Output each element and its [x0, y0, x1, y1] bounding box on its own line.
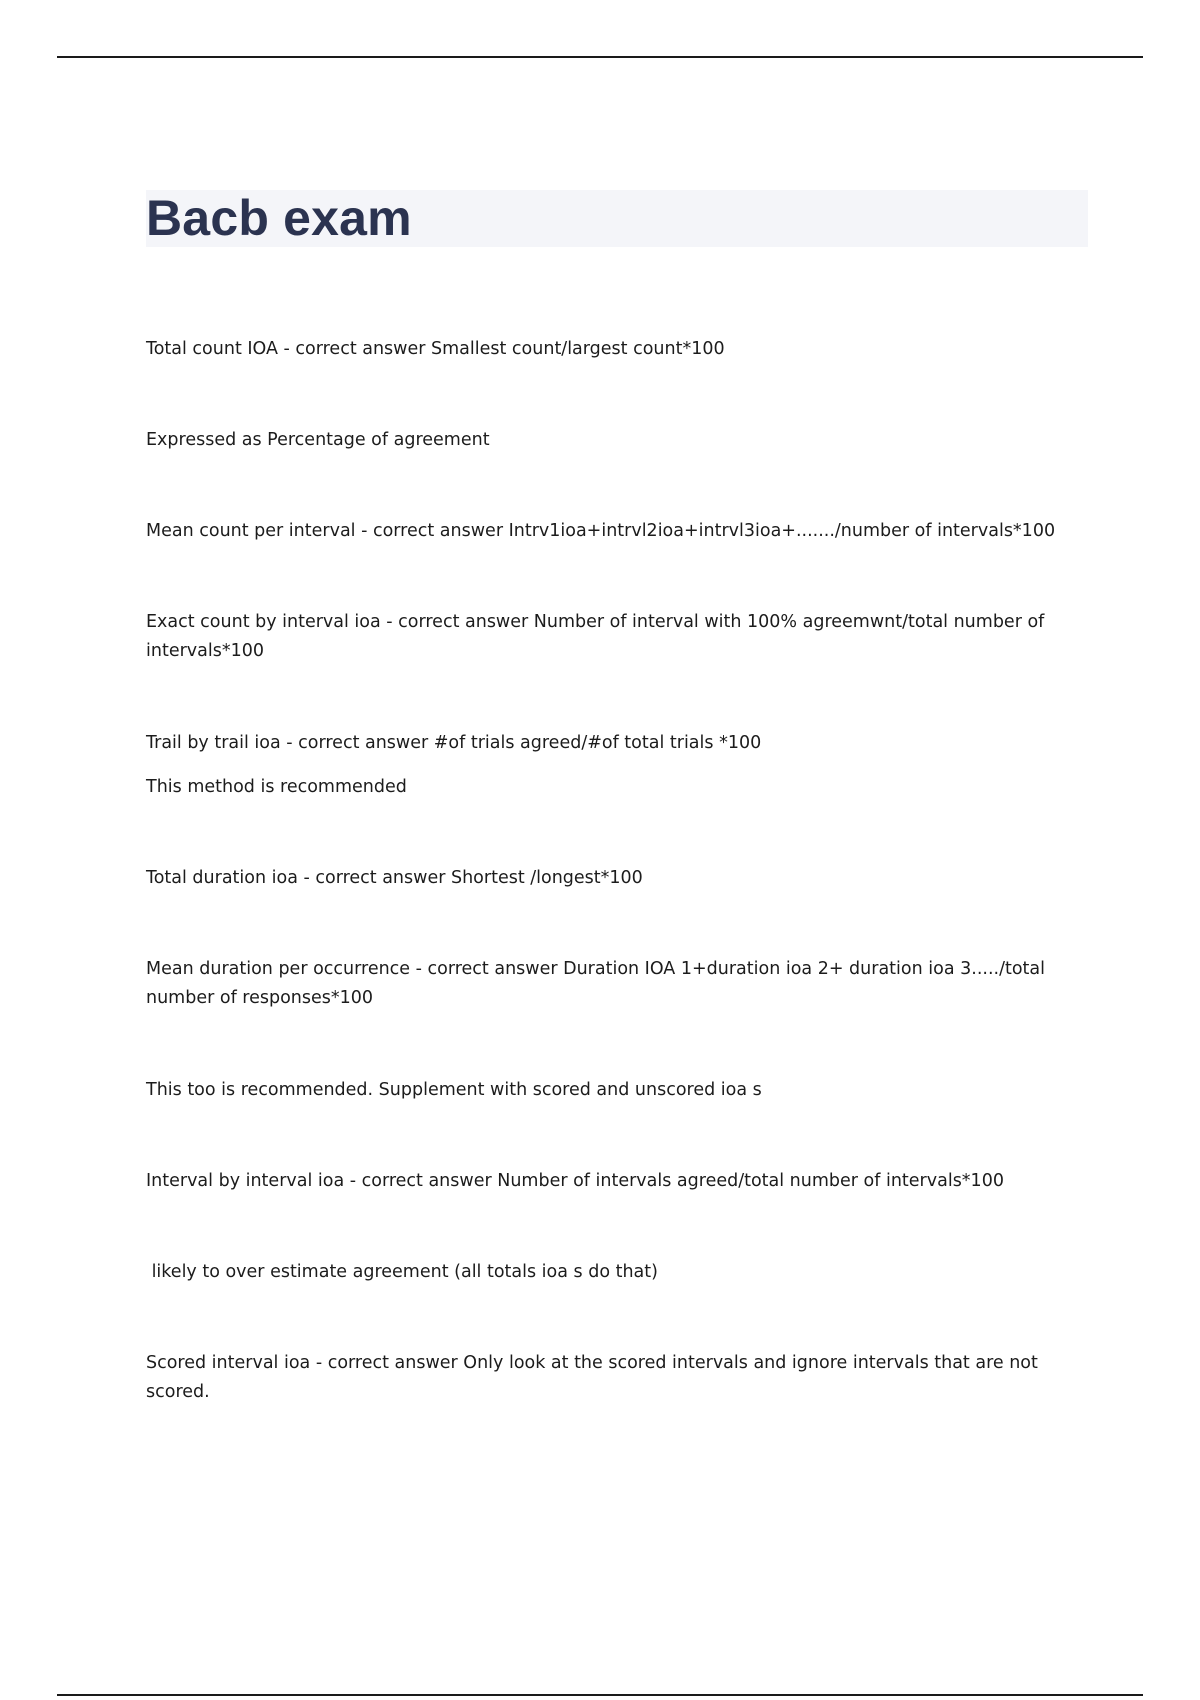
paragraph-mean-count-per-interval: Mean count per interval - correct answer Intrv1ioa+intrvl2ioa+intrvl3ioa+......./number of intervals*100 — [146, 521, 1056, 541]
page-title: Bacb exam — [146, 190, 412, 246]
paragraph-total-duration-ioa: Total duration ioa - correct answer Shortest /longest*100 — [146, 868, 643, 888]
paragraph-method-recommended: This method is recommended — [146, 777, 407, 797]
paragraph-also-recommended: This too is recommended. Supplement with scored and unscored ioa s — [146, 1080, 762, 1100]
paragraph-percentage-agreement: Expressed as Percentage of agreement — [146, 430, 490, 450]
paragraph-scored-interval-ioa: Scored interval ioa - correct answer Only look at the scored intervals and ignore intervals that are not scored. — [146, 1353, 1038, 1402]
paragraph-mean-duration-per-occurrence: Mean duration per occurrence - correct answer Duration IOA 1+duration ioa 2+ duration ioa 3...../total number of responses*100 — [146, 959, 1045, 1008]
paragraph-over-estimate-agreement: likely to over estimate agreement (all totals ioa s do that) — [146, 1262, 658, 1282]
bottom-rule — [57, 1694, 1143, 1696]
top-rule — [57, 56, 1143, 58]
paragraph-total-count-ioa: Total count IOA - correct answer Smallest count/largest count*100 — [146, 339, 725, 359]
paragraph-trial-by-trial-ioa: Trail by trail ioa - correct answer #of trials agreed/#of total trials *100 — [146, 733, 762, 753]
paragraph-exact-count-by-interval: Exact count by interval ioa - correct answer Number of interval with 100% agreemwnt/total number of intervals*100 — [146, 612, 1045, 661]
paragraph-interval-by-interval-ioa: Interval by interval ioa - correct answer Number of intervals agreed/total number of intervals*100 — [146, 1171, 1004, 1191]
